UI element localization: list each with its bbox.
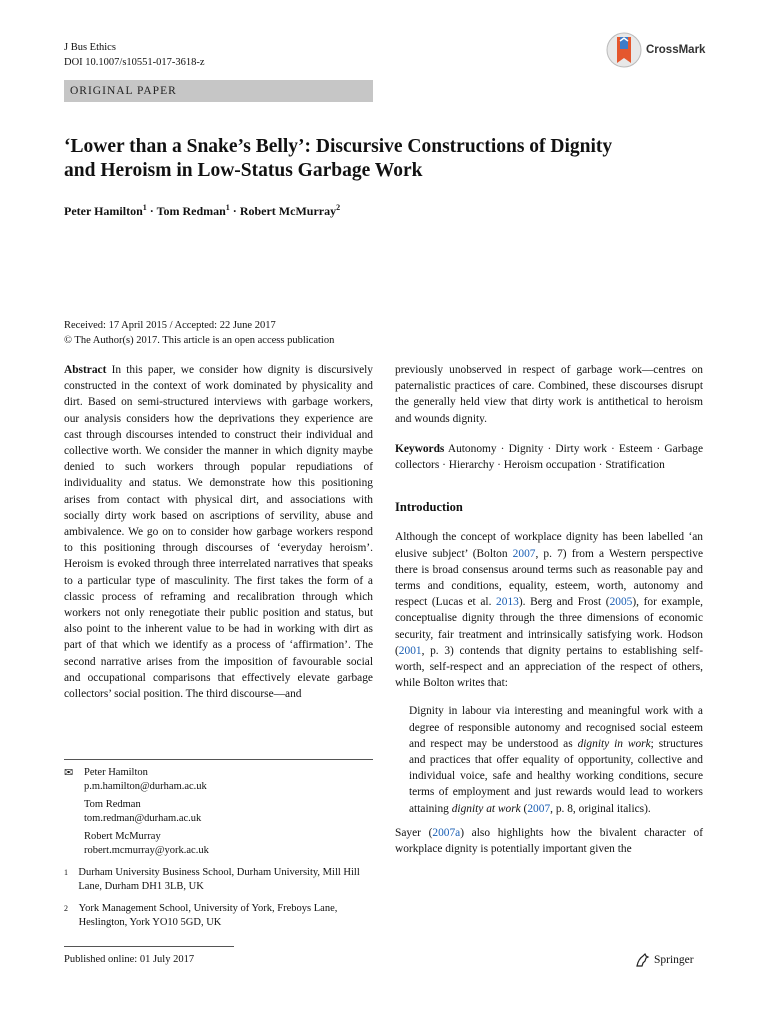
- citation-link[interactable]: 2005: [609, 596, 633, 609]
- section-heading-introduction: Introduction: [395, 500, 463, 515]
- left-column: [64, 362, 373, 702]
- publisher-name: Springer: [654, 954, 694, 966]
- text-run: , p. 3) contends that dignity pertains to establishing self-worth, self-respect and an appreciation of the respect of others, while Bolton writes that:: [395, 644, 703, 690]
- affiliation: [64, 866, 373, 894]
- citation-link[interactable]: 2013: [496, 596, 519, 609]
- license-line: © The Author(s) 2017. This article is an open access publication: [64, 335, 335, 346]
- publisher-logo[interactable]: [634, 952, 694, 968]
- text-run: Dignity in labour via interesting and meaningful work with a degree of responsible autonomy and recognised social esteem and respect may be understood as: [409, 705, 703, 750]
- received-accepted: Received: 17 April 2015 / Accepted: 22 June 2017: [64, 320, 276, 331]
- text-run: ). Berg and Frost (: [518, 596, 610, 609]
- text-run: , p. 7) from a Western perspective there is broad consensus around terms such as reasonable pay and terms and conditions, equality, esteem, worth, autonomy and respect (Lucas et al.: [395, 547, 703, 609]
- citation-link[interactable]: 2007a: [432, 826, 461, 839]
- text-run: ) also highlights how the bivalent character of workplace dignity is potentially important given the: [395, 826, 703, 856]
- abstract-continuation: previously unobserved in respect of garbage work—centres on paternalistic practices of care. Combined, these discourses disrupt the generally held view that dirty work is antithetical to heroism and wounds dignity.: [395, 364, 703, 425]
- contact-entry: [64, 830, 373, 858]
- doi[interactable]: DOI 10.1007/s10551-017-3618-z: [64, 57, 205, 68]
- citation-link[interactable]: 2001: [398, 644, 422, 657]
- author-name[interactable]: Robert McMurray: [239, 204, 337, 218]
- text-run: Although the concept of workplace dignity has been labelled ‘an elusive subject’ (Bolton: [395, 531, 703, 560]
- crossmark-label: CrossMark: [646, 44, 706, 56]
- author-separator: ·: [146, 204, 157, 218]
- abstract-label: Abstract: [64, 364, 107, 376]
- springer-horse-icon: [634, 952, 650, 968]
- affiliation-number: 1: [64, 868, 68, 877]
- contact-email[interactable]: robert.mcmurray@york.ac.uk: [84, 845, 209, 856]
- crossmark-badge[interactable]: [606, 32, 705, 68]
- emphasis: dignity in work: [577, 737, 651, 750]
- contact-block: [64, 766, 373, 930]
- author-affil: 1: [225, 203, 230, 212]
- emphasis: dignity at work: [451, 802, 521, 815]
- citation-link[interactable]: 2007: [527, 802, 551, 815]
- author-affil: 2: [336, 203, 341, 212]
- block-quote: [409, 703, 703, 816]
- keywords-label: Keywords: [395, 442, 445, 455]
- citation-link[interactable]: 2007: [512, 547, 536, 560]
- intro-paragraph: [395, 529, 703, 691]
- intro-paragraph: [395, 825, 703, 857]
- text-run: , p. 8, original italics).: [550, 802, 651, 815]
- contact-name: Tom Redman: [84, 799, 141, 810]
- author-separator: ·: [229, 204, 240, 218]
- contact-email[interactable]: p.m.hamilton@durham.ac.uk: [84, 781, 207, 792]
- keywords-text: Autonomy · Dignity · Dirty work · Esteem · Garbage collectors · Hierarchy · Heroism occupation · Stratification: [395, 442, 703, 472]
- abstract-text: In this paper, we consider how dignity is discursively constructed in the context of work dominated by physicality and dirt. Based on semi-structured interviews with garbage workers, our analysis considers how the deprivations they experience are cast through discourses intended to construct their individual and collective worth. We consider the manner in which dignity maybe denied to such workers through popular repudiations of individuality and status. We demonstrate how this positioning arises from contact with physical dirt, and associations with socially dirty work based on ascriptions of servility, abuse and ambivalence. We go on to consider how garbage workers respond to this positioning through discourses of ‘everyday heroism’. Heroism is evoked through three interrelated narratives that speaks to a particular type of masculinity. The first takes the form of a classic process of reframing and recalibration through which workers not only renegotiate their public position and status, but also point to the inherent value to be had in working with dirt as part of that which we identify as a process of ‘affirmation’. The second narrative arises from the imposition of favourable social and occupational comparisons that effectively elevate garbage collectors’ social position. The third discourse—and: [64, 364, 373, 701]
- article-title: [64, 135, 704, 183]
- published-date: Published online: 01 July 2017: [64, 954, 195, 965]
- contact-email[interactable]: tom.redman@durham.ac.uk: [84, 813, 202, 824]
- right-column: [395, 362, 703, 857]
- contact-entry: [64, 766, 373, 794]
- envelope-icon: ✉: [64, 767, 74, 779]
- crossmark-icon: [606, 32, 642, 68]
- text-run: ), for example, conceptualise dignity through the three dimensions of economic security, fair treatment and intrinsically satisfying work. Hodson (: [395, 596, 703, 657]
- affiliation: [64, 902, 373, 930]
- affiliation-text: Durham University Business School, Durham University, Mill Hill Lane, Durham DH1 3LB, UK: [78, 867, 360, 892]
- journal-name: J Bus Ethics: [64, 42, 116, 53]
- article-dates: [64, 318, 334, 348]
- article-type-banner: ORIGINAL PAPER: [64, 80, 373, 102]
- contact-entry: [64, 798, 373, 826]
- affiliation-number: 2: [64, 904, 68, 913]
- abstract: [64, 362, 373, 702]
- text-run: ; structures and practices that offer equality of opportunity, collective and individual voice, safe and healthy working conditions, secure terms of employment and just rewards would lead to workers attaining: [409, 737, 703, 815]
- text-run: Sayer (: [395, 826, 433, 839]
- footnote-divider: [64, 759, 373, 760]
- affiliation-text: York Management School, University of York, Freboys Lane, Heslington, York YO10 5GD, UK: [78, 903, 338, 928]
- author-list: [64, 203, 340, 219]
- footer-divider: [64, 946, 234, 947]
- text-run: (: [520, 802, 528, 815]
- author-name[interactable]: Tom Redman: [156, 204, 226, 218]
- contact-name: Robert McMurray: [84, 831, 161, 842]
- author-name[interactable]: Peter Hamilton: [64, 204, 143, 218]
- keywords: [395, 441, 703, 473]
- title-line-1: ‘Lower than a Snake’s Belly’: Discursive Constructions of Dignity: [64, 136, 613, 157]
- author-affil: 1: [142, 203, 147, 212]
- title-line-2: and Heroism in Low-Status Garbage Work: [64, 160, 423, 181]
- journal-header: [64, 40, 205, 70]
- contact-name: Peter Hamilton: [84, 767, 148, 778]
